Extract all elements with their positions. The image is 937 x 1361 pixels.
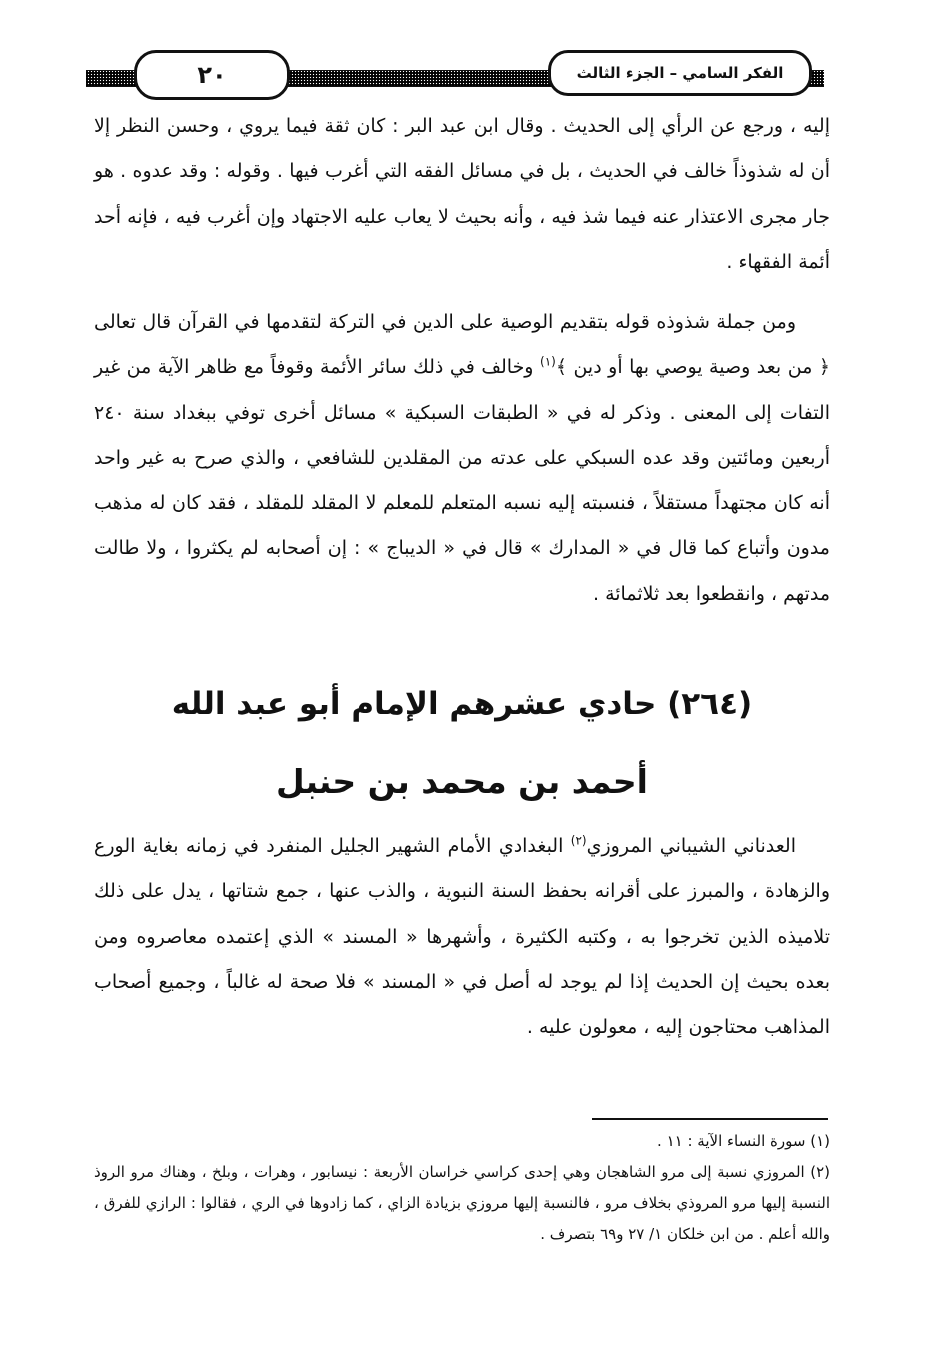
paragraph-3-part-b: البغدادي الأمام الشهير الجليل المنفرد في زمانه بغاية الورع والزهادة ، والمبرز على أقرانه بحفظ السنة النبوية ، والذب عنها ، جمع شتاتها ، يدل على ذلك تلاميذه الذين تخرجوا به ، وكتبه الكثيرة ، وأشهرها « المسند » الذي إعتمده معاصروه ومن بعده بحيث إن الحديث إذا لم يوجد له أصل في « المسند » فلا صحة له غالباً ، وجميع أصحاب المذاهب محتاجون إليه ، معولون عليه . [94, 835, 830, 1039]
page-number: ٢٠ [134, 50, 290, 100]
paragraph-1-text: إليه ، ورجع عن الرأي إلى الحديث . وقال ابن عبد البر : كان ثقة فيما يروي ، وحسن النظر إلا أن له شذوذاً خالف في الحديث ، بل في مسائل الفقه التي أغرب فيها . وقوله : وقد عدوه . هو جار مجرى الاعتذار عنه فيما شذ فيه ، وأنه بحيث لا يعاب عليه الاجتهاد وإن أغرب فيه ، فإنه أحد أئمة الفقهاء . [94, 115, 830, 273]
biography-heading: (٢٦٤) حادي عشرهم الإمام أبو عبد الله [171, 686, 753, 722]
paragraph-2-text [94, 300, 830, 617]
paragraph-2-part-a: ومن جملة شذوذه قوله بتقديم الوصية على الدين في التركة لتقدمها في القرآن قال تعالى ﴿ من بعد وصية يوصي بها أو دين ﴾ [94, 311, 831, 379]
paragraph-1 [94, 104, 830, 285]
biography-name-heading: أحمد بن محمد بن حنبل [276, 762, 648, 801]
footnote-ref-2[interactable]: (٢) [570, 833, 587, 848]
paragraph-3-part-a: العدناني الشيباني المروزي [586, 835, 796, 857]
page-header [86, 42, 824, 97]
paragraph-3 [94, 824, 830, 1050]
footnote-ref-1[interactable]: (١) [540, 354, 556, 369]
footnote-separator [592, 1118, 828, 1120]
paragraph-2-part-b: وخالف في ذلك سائر الأئمة وقوفاً مع ظاهر الآية من غير التفات إلى المعنى . وذكر له في « الطبقات السبكية » مسائل أخرى توفي ببغداد سنة ٢٤٠ أربعين ومائتين وقد عده السبكي على عدته من المقلدين للشافعي ، والذي صرح به غير واحد أنه كان مجتهداً مستقلاً ، فنسبته إليه نسبه المتعلم للمعلم لا المقلد للمقلد ، فقد كان له مذهب مدون وأتباع كما قال في « المدارك » قال في « الديباج » : إن أصحابه لم يكثروا ، ولا طالت مدتهم ، وانقطعوا بعد ثلاثمائة . [94, 356, 830, 605]
footnotes [94, 1126, 830, 1250]
footnote-1: (١) سورة النساء الآية : ١١ . [657, 1132, 830, 1150]
running-title: الفكر السامي – الجزء الثالث [548, 50, 812, 96]
paragraph-2 [94, 300, 830, 617]
paragraph-3-text [94, 824, 830, 1050]
footnote-2: (٢) المروزي نسبة إلى مرو الشاهجان وهي إحدى كراسي خراسان الأربعة : نيسابور ، وهرات ، وبلخ ، وهناك مرو الروذ النسبة إليها مرو المروذي بخلاف مرو ، فالنسبة إليها مروزي بزيادة الزاي ، كما زادوها في الري ، فقالوا : الرازي للفرق ، والله أعلم . من ابن خلكان ١/ ٢٧ و٦٩ بتصرف . [94, 1163, 830, 1243]
